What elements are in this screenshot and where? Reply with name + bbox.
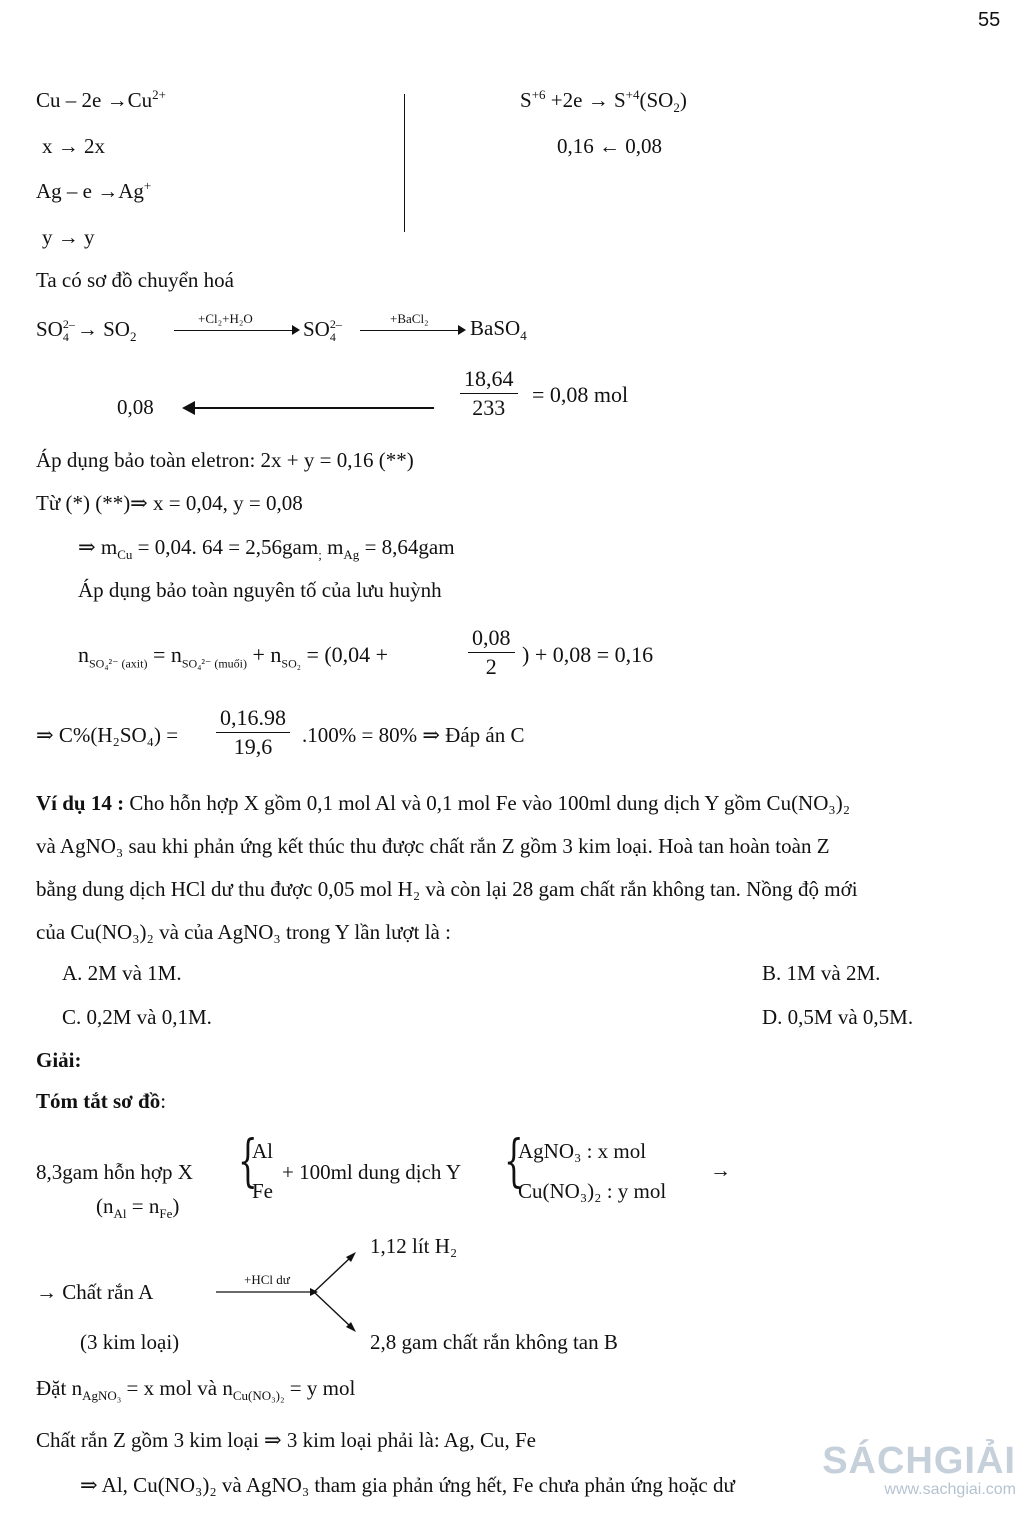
solid-a: → Chất rắn A (36, 1280, 154, 1304)
arrow2-label: +BaCl₂ (390, 311, 429, 326)
mixture-al: Al (252, 1139, 273, 1163)
plus-solution-y: + 100ml dung dịch Y (282, 1160, 462, 1184)
ag-half-reaction: Ag – e →Ag+ (36, 178, 152, 203)
sulfate-ion: SO 2– 4 (303, 317, 342, 345)
solid-a-note: (3 kim loại) (80, 1330, 180, 1354)
z-metals: Chất rắn Z gồm 3 kim loại ⇒ 3 kim loại phải là: Ag, Cu, Fe (36, 1428, 536, 1452)
branch-h2: 1,12 lít H₂ (370, 1234, 458, 1258)
back-value: 0,08 (117, 395, 154, 419)
watermark-logo (822, 1439, 1016, 1499)
watermark-brand: SÁCHGIẢI (822, 1439, 1016, 1482)
mixture-fe: Fe (252, 1179, 273, 1203)
barium-sulfate: BaSO$_4$ (470, 316, 527, 344)
mixture-condition: $(n_{Al} = n_{Fe})$ (96, 1194, 180, 1222)
define-variables: Đặt $n_{AgNO_3} = x$ mol và $n_{Cu(NO_3)_2} = y$ mol (36, 1376, 356, 1404)
back-arrow-line (194, 407, 434, 409)
back-result: = 0,08 mol (532, 382, 629, 407)
mass-result: ⇒ $m_{Cu} = 0,04$. 64 = 2,56gam$_;$ $m_{Ag} = 8,64gam$ (78, 535, 455, 563)
concentration-fraction: 0,16.98 19,6 (216, 707, 290, 758)
electron-balance: Áp dụng bảo toàn eletron: 2x + y = 0,16 (**) (36, 448, 414, 472)
summary-heading: Tóm tắt sơ đồ: (36, 1089, 167, 1113)
ag-ratio: y → y (42, 225, 95, 249)
solution-title: Giải: (36, 1048, 82, 1072)
column-divider (404, 94, 405, 232)
example-line-4: của Cu(NO₃)₂ và của AgNO₃ trong Y lần lượt là : (36, 920, 451, 944)
cu-ratio: x → 2x (42, 134, 105, 158)
branch-solid-b: 2,8 gam chất rắn không tan B (370, 1330, 618, 1354)
cu-half-reaction: $Cu - 2e \to Cu^{2+}$ (36, 87, 166, 112)
example-line-2: và AgNO₃ sau khi phản ứng kết thúc thu được chất rắn Z gồm 3 kim loại. Hoà tan hoàn toàn Z (36, 834, 830, 858)
arrow2 (360, 330, 462, 331)
hcl-label: +HCl dư (244, 1272, 290, 1287)
z-conclusion: ⇒ Al, Cu(NO₃)₂ và AgNO₃ tham gia phản ứng hết, Fe chưa phản ứng hoặc dư (80, 1473, 735, 1497)
page-number: 55 (978, 9, 1001, 31)
arrow1-head (292, 325, 300, 335)
sulfur-conservation: Áp dụng bảo toàn nguyên tố của lưu huỳnh (78, 578, 442, 602)
sulfur-equation: $n_{SO_4^{2-} (axit)} = n_{SO_4^{2-} (muối)} + n_{SO_2} = (0,04$ + (78, 642, 389, 671)
arrow1-label: +Cl₂+H₂O (198, 311, 253, 326)
s-ratio: 0,16 ← 0,08 (557, 134, 662, 158)
agno3-amount: AgNO₃ : x mol (518, 1139, 647, 1163)
mixture-brace: { (238, 1129, 258, 1194)
cuno3-amount: Cu(NO₃)₂ : y mol (518, 1179, 667, 1203)
scheme-arrow-end: → (710, 1158, 731, 1182)
example-line-3: bằng dung dịch HCl dư thu được 0,05 mol H₂ và còn lại 28 gam chất rắn không tan. Nồng độ mới (36, 877, 858, 901)
concentration-rhs: .100% = 80% ⇒ Đáp án C (302, 723, 525, 747)
back-arrow-head (182, 401, 195, 415)
solve-xy: Từ (*) (**)⇒ x = 0,04, y = 0,08 (36, 491, 303, 515)
mixture-label: 8,3gam hỗn hợp X (36, 1160, 193, 1184)
arrow2-head (458, 325, 466, 335)
scheme-title: Ta có sơ đồ chuyển hoá (36, 268, 234, 292)
baso4-fraction: 18,64 233 (460, 368, 518, 419)
conversion-scheme: SO 2– 4 → $SO_2$ (36, 317, 137, 345)
s-half-reaction: $S^{+6} +2e \to S^{+4}(SO_2)$ (520, 87, 687, 116)
sulfur-equation-rhs: ) + 0,08 = 0,16 (522, 642, 654, 667)
branch-arrows (210, 1248, 370, 1344)
solution-brace: { (504, 1129, 524, 1194)
watermark-url: www.sachgiai.com (884, 1480, 1016, 1498)
option-c: C. 0,2M và 0,1M. (62, 1005, 212, 1029)
arrow1 (174, 330, 296, 331)
example-line-1: Ví dụ 14 : Cho hỗn hợp X gồm 0,1 mol Al và 0,1 mol Fe vào 100ml dung dịch Y gồm Cu(NO₃)₂ (36, 791, 851, 815)
option-a: A. 2M và 1M. (62, 961, 182, 985)
sulfur-fraction: 0,08 2 (468, 627, 515, 678)
concentration-lhs: ⇒ C%(H₂SO₄) = (36, 723, 179, 747)
option-d: D. 0,5M và 0,5M. (762, 1005, 914, 1029)
option-b: B. 1M và 2M. (762, 961, 881, 985)
